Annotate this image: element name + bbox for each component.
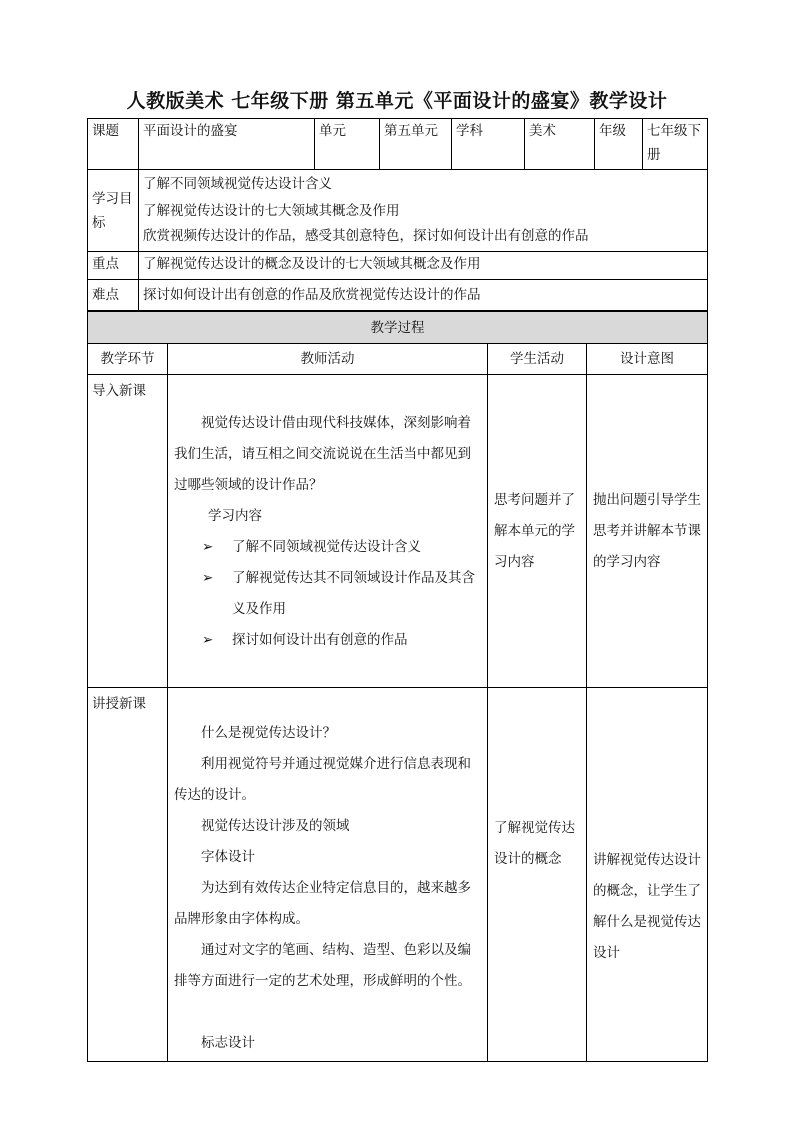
font-design-para-2: 通过对文字的笔画、结构、造型、色彩以及编排等方面进行一定的艺术处理，形成鲜明的个性。 <box>174 942 471 989</box>
grade-value: 七年级下册 <box>643 119 708 170</box>
page-title: 人教版美术 七年级下册 第五单元《平面设计的盛宴》教学设计 <box>126 90 668 112</box>
objective-item: 欣赏视频传达设计的作品，感受其创意特色，探讨如何设计出有创意的作品 <box>143 228 589 244</box>
subject-value: 美术 <box>525 119 595 170</box>
font-design-heading: 字体设计 <box>201 849 255 865</box>
question: 什么是视觉传达设计？ <box>201 725 336 741</box>
col-student: 学生活动 <box>488 344 587 375</box>
intro-paragraph: 视觉传达设计借由现代科技媒体，深刻影响着我们生活，请互相之间交流说说在生活当中都见到过哪些领域的设计作品？ <box>174 415 471 493</box>
logo-design-heading: 标志设计 <box>201 1035 255 1051</box>
info-table <box>87 118 708 311</box>
answer: 利用视觉符号并通过视觉媒介进行信息表现和传达的设计。 <box>174 756 471 803</box>
process-table <box>87 311 708 1062</box>
teacher-new <box>168 688 488 1062</box>
lesson-value: 平面设计的盛宴 <box>139 119 315 170</box>
arrow-bullet-icon: ➢ <box>202 539 214 555</box>
lesson-label: 课题 <box>88 119 139 170</box>
content-bullet: ➢ 了解不同领域视觉传达设计含义 <box>174 532 481 563</box>
col-intent: 设计意图 <box>587 344 708 375</box>
student-intro: 思考问题并了解本单元的学习内容 <box>488 375 587 688</box>
content-title: 学习内容 <box>208 508 262 524</box>
teacher-intro <box>168 375 488 688</box>
grade-label: 年级 <box>595 119 643 170</box>
process-header: 教学过程 <box>88 312 708 344</box>
difficulty-value: 探讨如何设计出有创意的作品及欣赏视觉传达设计的作品 <box>139 280 708 311</box>
unit-label: 单元 <box>315 119 380 170</box>
difficulty-label: 难点 <box>88 280 139 311</box>
objective-item: 了解视觉传达设计的七大领域其概念及作用 <box>143 203 400 219</box>
student-new: 了解视觉传达设计的概念 <box>488 688 587 1062</box>
font-design-para-1: 为达到有效传达企业特定信息目的，越来越多品牌形象由字体构成。 <box>174 880 471 927</box>
objective-item: 了解不同领域视觉传达设计含义 <box>143 176 332 192</box>
col-teacher: 教师活动 <box>168 344 488 375</box>
stage-new: 讲授新课 <box>88 688 168 1062</box>
stage-intro: 导入新课 <box>88 375 168 688</box>
fields-heading: 视觉传达设计涉及的领域 <box>201 818 350 834</box>
intent-new: 讲解视觉传达设计的概念，让学生了解什么是视觉传达设计 <box>587 688 708 1062</box>
content-bullet: ➢ 了解视觉传达其不同领域设计作品及其含义及作用 <box>174 563 481 625</box>
key-value: 了解视觉传达设计的概念及设计的七大领域其概念及作用 <box>139 252 708 280</box>
content-bullet: ➢ 探讨如何设计出有创意的作品 <box>174 625 481 656</box>
unit-value: 第五单元 <box>380 119 452 170</box>
objectives-label: 学习目标 <box>88 170 139 252</box>
intent-intro: 抛出问题引导学生思考并讲解本节课的学习内容 <box>587 375 708 688</box>
col-stage: 教学环节 <box>88 344 168 375</box>
subject-label: 学科 <box>452 119 525 170</box>
arrow-bullet-icon: ➢ <box>202 570 214 586</box>
key-label: 重点 <box>88 252 139 280</box>
arrow-bullet-icon: ➢ <box>202 632 214 648</box>
